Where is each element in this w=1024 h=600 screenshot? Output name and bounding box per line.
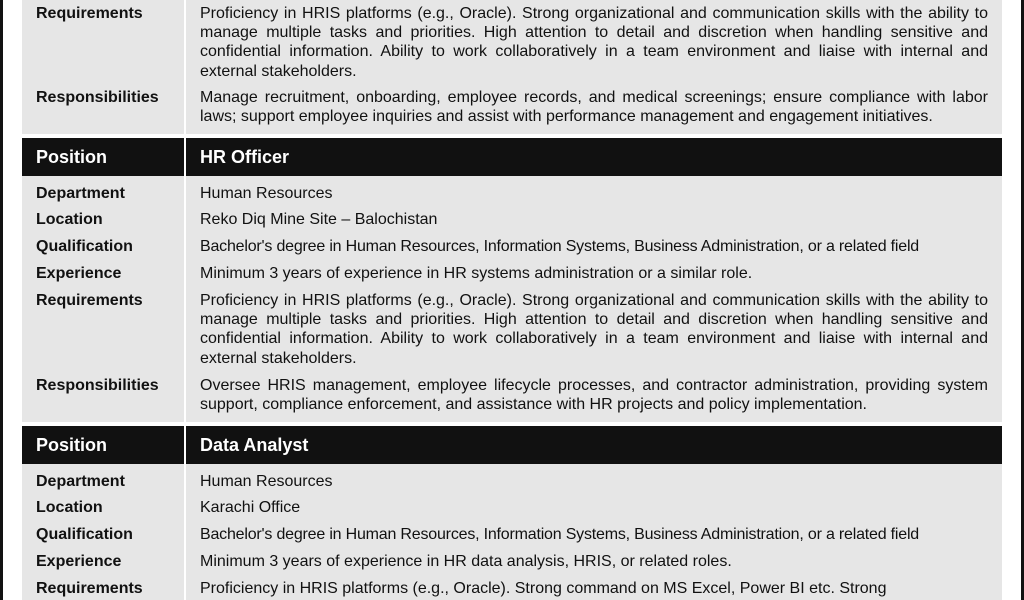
requirements-value: Proficiency in HRIS platforms (e.g., Oracle). Strong organizational and communication skills with the ability to manage multiple tasks and priorities. High attention to detail and discretion when handling sensitive and confidential information. Ability to work collaboratively in a team environment and liaise with internal and external stakeholders. [200,292,988,367]
requirements-value: Proficiency in HRIS platforms (e.g., Oracle). Strong organizational and communication skills with the ability to manage multiple tasks and priorities. High attention to detail and discretion when handling sensitive and confidential information. Ability to work collaboratively in a team environment and liaise with internal and external stakeholders. [200,5,988,80]
data-analyst-details [22,464,1002,600]
requirements-label: Requirements [36,5,143,22]
responsibilities-label: Responsibilities [36,89,159,106]
column-divider [184,176,186,422]
experience-label: Experience [36,553,122,570]
qualification-label: Qualification [36,238,133,255]
location-value: Karachi Office [200,499,301,516]
position-title: HR Officer [200,147,290,167]
experience-value: Minimum 3 years of experience in HR systems administration or a similar role. [200,265,753,282]
previous-position-details [22,0,1002,134]
requirements-label: Requirements [36,292,143,309]
experience-label: Experience [36,265,122,282]
position-header-data-analyst [22,426,1002,464]
experience-value: Minimum 3 years of experience in HR data analysis, HRIS, or related roles. [200,553,732,570]
department-label: Department [36,185,125,202]
location-label: Location [36,211,103,228]
responsibilities-label: Responsibilities [36,377,159,394]
requirements-value: Proficiency in HRIS platforms (e.g., Oracle). Strong command on MS Excel, Power BI etc. Strong [200,580,887,597]
department-value: Human Resources [200,473,333,490]
responsibilities-value: Manage recruitment, onboarding, employee records, and medical screenings; ensure compliance with labor laws; support employee inquiries and assist with performance management and engagement initiatives. [200,89,988,126]
column-divider [184,0,186,134]
responsibilities-value: Oversee HRIS management, employee lifecycle processes, and contractor administration, providing system support, compliance enforcement, and assistance with HR projects and policy implementation. [200,377,988,414]
requirements-label: Requirements [36,580,143,597]
position-title: Data Analyst [200,435,309,455]
location-value: Reko Diq Mine Site – Balochistan [200,211,438,228]
qualification-value: Bachelor's degree in Human Resources, Information Systems, Business Administration, or a related field [200,238,920,255]
qualification-value: Bachelor's degree in Human Resources, Information Systems, Business Administration, or a related field [200,526,920,543]
qualification-label: Qualification [36,526,133,543]
department-value: Human Resources [200,185,333,202]
column-divider [184,464,186,600]
location-label: Location [36,499,103,516]
hr-officer-details [22,176,1002,422]
position-header-hr-officer [22,138,1002,176]
position-label: Position [36,147,107,167]
header-divider [184,138,186,176]
position-label: Position [36,435,107,455]
department-label: Department [36,473,125,490]
page-border-left [0,0,3,600]
header-divider [184,426,186,464]
